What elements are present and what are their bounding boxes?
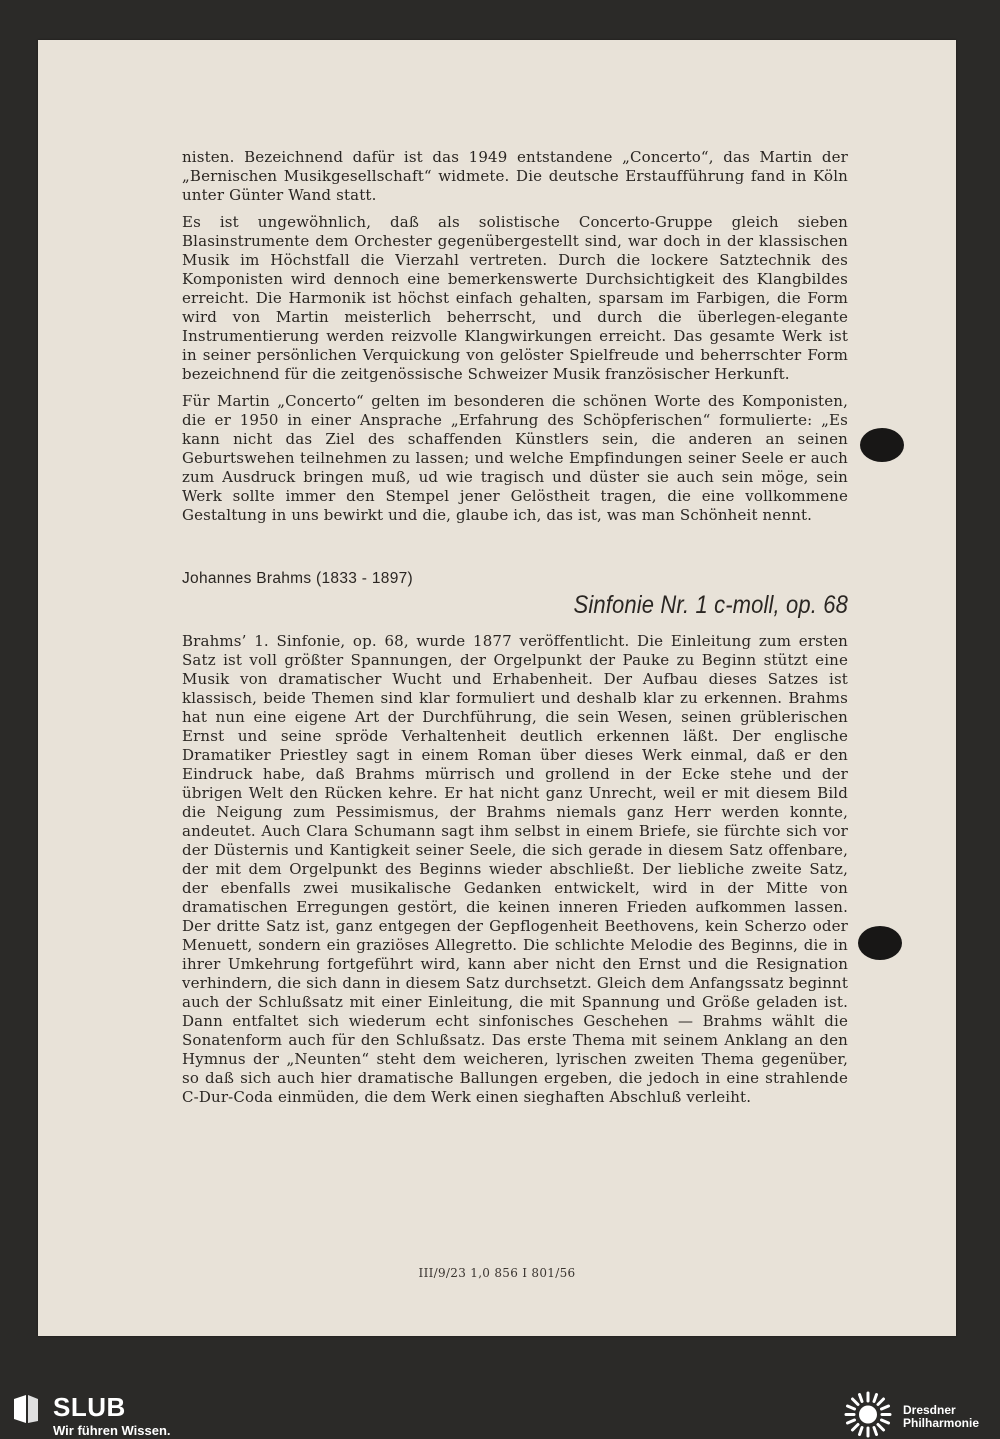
footer-bar — [0, 1390, 1000, 1439]
punch-hole — [860, 428, 904, 462]
sunburst-logo-icon[interactable] — [842, 1390, 894, 1439]
paragraph-martin-1: nisten. Bezeichnend dafür ist das 1949 entstandene „Concerto“, das Martin der „Bernischen Musikgesellschaft“ widmete. Die deutsche Erstaufführung fand in Köln unter Günter Wand statt. — [182, 148, 848, 204]
page-text — [182, 148, 848, 1115]
work-title: Sinfonie Nr. 1 c-moll, op. 68 — [573, 591, 848, 619]
philharmonie-line-1: Dresdner — [903, 1403, 956, 1417]
printer-imprint: III/9/23 1,0 856 I 801/56 — [418, 1266, 576, 1280]
composer-heading: Johannes Brahms (1833 - 1897) — [182, 570, 413, 587]
document-page — [38, 40, 956, 1336]
punch-hole — [858, 926, 902, 960]
paragraph-brahms: Brahms’ 1. Sinfonie, op. 68, wurde 1877 veröffentlicht. Die Einleitung zum ersten Satz ist voll größter Spannungen, der Orgelpunkt der Pauke zu Beginn stützt eine Musik von dramatischer Wucht und Erhabenheit. Der Aufbau dieses Satzes ist klassisch, beide Themen sind klar formuliert und deshalb klar zu erkennen. Brahms hat nun eine eigene Art der Durchführung, die sein Wesen, seinen grüblerischen Ernst und seine spröde Verhaltenheit deutlich erkennen läßt. Der englische Dramatiker Priestley sagt in einem Roman über dieses Werk einmal, daß er den Eindruck habe, daß Brahms mürrisch und grollend in der Ecke stehe und der übrigen Welt den Rücken kehre. Er hat nicht ganz Unrecht, weil er mit diesem Bild die Neigung zum Pessimismus, der Brahms niemals ganz Herr werden konnte, andeutet. Auch Clara Schumann sagt ihm selbst in einem Briefe, sie fürchte sich vor der Düsternis und Kantigkeit seiner Seele, die sich gerade in diesem Satz offenbare, der mit dem Orgelpunkt des Beginns wieder abschließt. Der liebliche zweite Satz, der ebenfalls zwei musikalische Gedanken entwickelt, wird in der Mitte von dramatischen Erregungen gestört, die keinen inneren Frieden aufkommen lassen. Der dritte Satz ist, ganz entgegen der Gepflogenheit Beethovens, kein Scherzo oder Menuett, sondern ein graziöses Allegretto. Die schlichte Melodie des Beginns, die in ihrer Umkehrung fortgeführt wird, kann aber nicht den Ernst und die Resignation verhindern, die sich dann in diesem Satz durchsetzt. Gleich dem Anfangssatz beginnt auch der Schlußsatz mit einer Einleitung, die mit Spannung und Größe geladen ist. Dann entfaltet sich wiederum echt sinfonisches Geschehen — Brahms wählt die Sonatenform auch für den Schlußsatz. Das erste Thema mit seinem Anklang an den Hymnus der „Neunten“ steht dem weicheren, lyrischen zweiten Thema gegenüber, so daß sich auch hier dramatische Ballungen ergeben, die jedoch in eine strahlende C-Dur-Coda einmüden, die dem Werk einen sieghaften Abschluß verleiht. — [182, 632, 848, 1106]
slub-logo-text[interactable]: SLUB — [53, 1392, 126, 1422]
philharmonie-logo-text — [903, 1404, 979, 1430]
paragraph-martin-3: Für Martin „Concerto“ gelten im besonderen die schönen Worte des Komponisten, die er 1950 in einer Ansprache „Erfahrung des Schöpferischen“ formulierte: „Es kann nicht das Ziel des schaffenden Künstlers sein, die anderen an seinen Geburtswehen teilnehmen zu lassen; und welche Empfindungen seiner Seele er auch zum Ausdruck bringen muß, ud wie tragisch und düster sie auch sein möge, sein Werk sollte immer den Stempel jener Gelöstheit tragen, die eine vollkommene Gestaltung in uns bewirkt und die, glaube ich, das ist, was man Schönheit nennt. — [182, 392, 848, 524]
philharmonie-line-2: Philharmonie — [903, 1416, 980, 1430]
slub-tagline: Wir führen Wissen. — [53, 1423, 171, 1438]
paragraph-martin-2: Es ist ungewöhnlich, daß als solistische Concerto-Gruppe gleich sieben Blasinstrumente dem Orchester gegenübergestellt sind, war doch in der klassischen Musik im Höchstfall die Vierzahl vertreten. Durch die lockere Satztechnik des Komponisten wird dennoch eine bemerkenswerte Durchsichtigkeit des Klangbildes erreicht. Die Harmonik ist höchst einfach gehalten, sparsam im Farbigen, die Form wird von Martin meisterlich beherrscht, und durch die überlegen-elegante Instrumentierung werden reizvolle Klangwirkungen erreicht. Das gesamte Werk ist in seiner persönlichen Verquickung von gelöster Spielfreude und beherrschter Form bezeichnend für die zeitgenössische Schweizer Musik französischer Herkunft. — [182, 213, 848, 383]
book-icon — [12, 1393, 40, 1425]
